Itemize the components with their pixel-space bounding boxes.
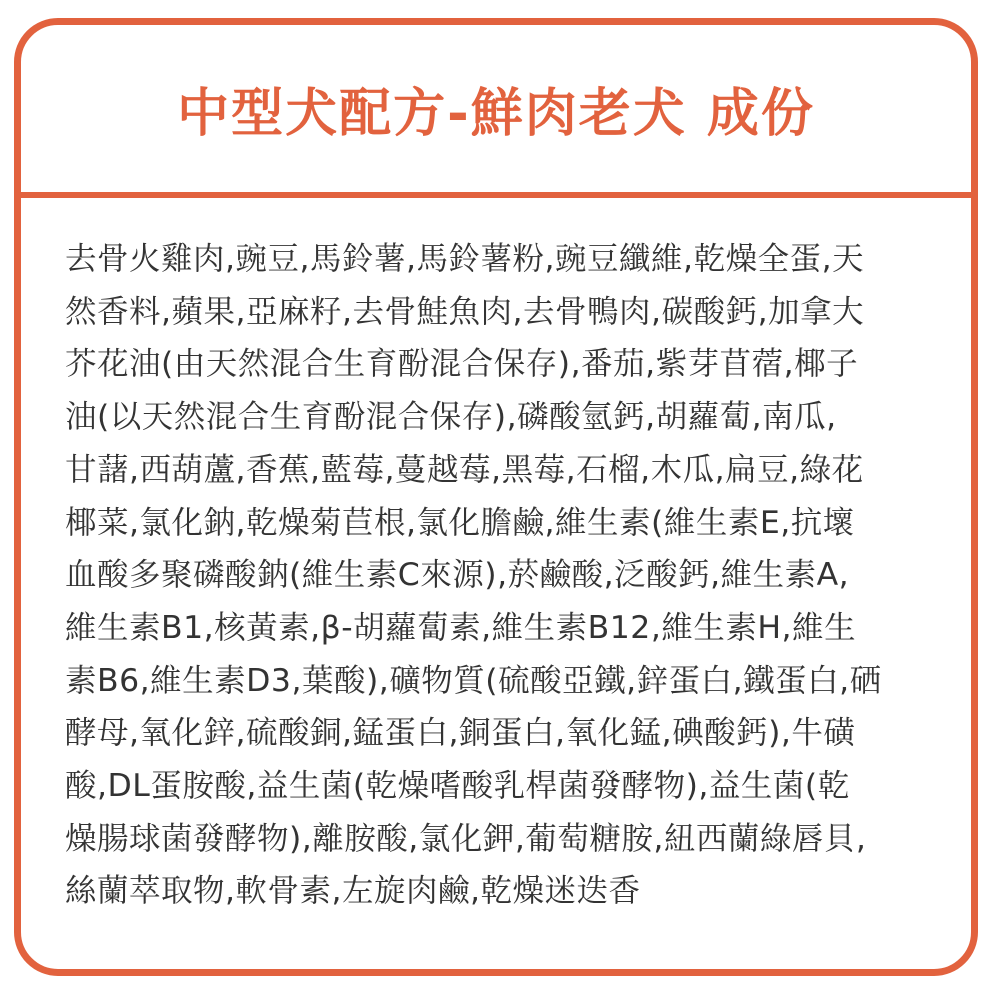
ingredient-line: 甘藷,西葫蘆,香蕉,藍莓,蔓越莓,黑莓,石榴,木瓜,扁豆,綠花 <box>65 451 864 488</box>
ingredient-line: 油(以天然混合生育酚混合保存),磷酸氫鈣,胡蘿蔔,南瓜, <box>65 399 837 436</box>
ingredients-card <box>14 18 978 976</box>
ingredient-line: 絲蘭萃取物,軟骨素,左旋肉鹼,乾燥迷迭香 <box>65 873 641 910</box>
ingredient-line: 血酸多聚磷酸鈉(維生素C來源),菸鹼酸,泛酸鈣,維生素A, <box>65 557 850 594</box>
page-title: 中型犬配方-鮮肉老犬 成份 <box>177 84 815 144</box>
ingredient-line: 素B6,維生素D3,葉酸),礦物質(硫酸亞鐵,鋅蛋白,鐵蛋白,硒 <box>65 662 882 699</box>
ingredient-line: 芥花油(由天然混合生育酚混合保存),番茄,紫芽苜蓿,椰子 <box>65 346 859 383</box>
ingredient-line: 維生素B1,核黃素,β-胡蘿蔔素,維生素B12,維生素H,維生 <box>65 609 857 646</box>
ingredients-list <box>65 233 943 918</box>
ingredient-line: 去骨火雞肉,豌豆,馬鈴薯,馬鈴薯粉,豌豆纖維,乾燥全蛋,天 <box>65 241 865 277</box>
ingredient-line: 酸,DL蛋胺酸,益生菌(乾燥嗜酸乳桿菌發酵物),益生菌(乾 <box>65 768 850 805</box>
ingredient-line: 椰菜,氯化鈉,乾燥菊苣根,氯化膽鹼,維生素(維生素E,抗壞 <box>65 504 855 541</box>
ingredient-line: 酵母,氧化鋅,硫酸銅,錳蛋白,銅蛋白,氧化錳,碘酸鈣),牛磺 <box>65 715 856 752</box>
title-banner <box>21 25 971 198</box>
ingredient-line: 然香料,蘋果,亞麻籽,去骨鮭魚肉,去骨鴨肉,碳酸鈣,加拿大 <box>65 293 865 330</box>
ingredient-line: 燥腸球菌發酵物),離胺酸,氯化鉀,葡萄糖胺,紐西蘭綠唇貝, <box>65 820 867 857</box>
